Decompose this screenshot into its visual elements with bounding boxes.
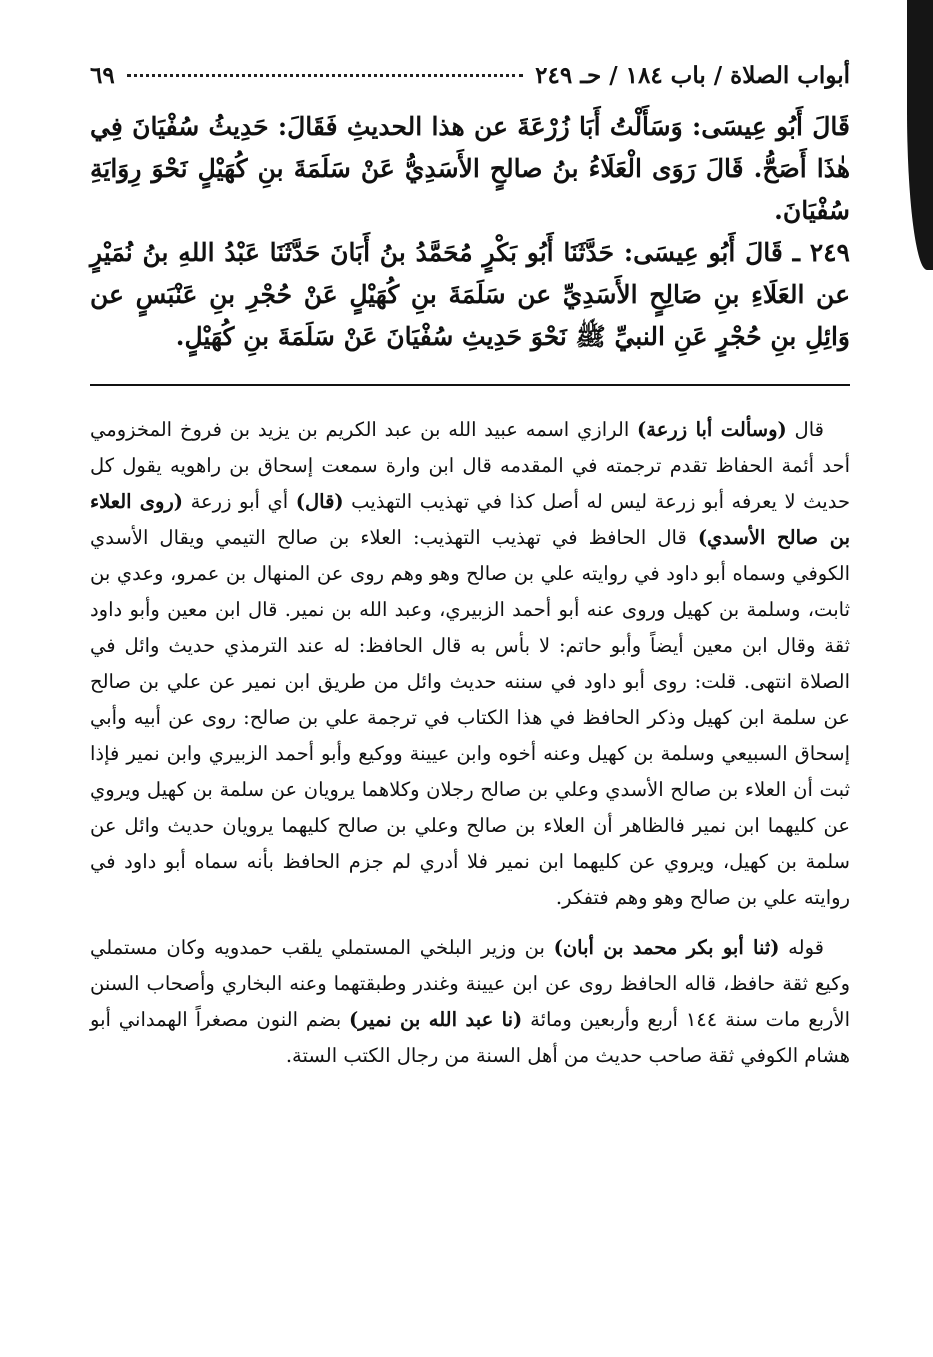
commentary-quote: (وسألت أبا زرعة): [637, 418, 787, 441]
commentary-text: بن وزير البلخي المستملي يلقب حمدويه وكان مستملي وكيع ثقة حافظ، قاله الحافظ روى عن ابن عيينة وغندر وطبقتهما وعنه البخاري وأصحاب السنن الأربع مات سنة ١٤٤ أربع وأربعين ومائة: [90, 936, 850, 1031]
commentary-text: قوله: [779, 936, 824, 959]
commentary-paragraph-1: [90, 412, 850, 916]
separator-rule: [90, 384, 850, 386]
commentary: [90, 412, 850, 1074]
scan-edge-shadow: [907, 0, 933, 270]
running-header: [90, 62, 850, 106]
commentary-text: الرازي اسمه عبيد الله بن عبد الكريم بن يزيد بن فروخ المخزومي أحد أئمة الحفاظ تقدم ترجمته في المقدمه قال ابن وارة سمعت إسحاق بن راهويه يقول كل حديث لا يعرفه أبو زرعة ليس له أصل كذا في تهذيب التهذيب: [90, 418, 850, 513]
main-text: [90, 106, 850, 358]
commentary-text: قال الحافظ في تهذيب التهذيب: العلاء بن صالح التيمي ويقال الأسدي الكوفي وسماه أبو داود في روايته علي بن صالح وهو وهم روى عن المنهال بن عمرو، وعدي بن ثابت، وسلمة بن كهيل وروى عنه أبو أحمد الزبيري، وعبد الله بن نمير. قال ابن معين وأبو داود ثقة وقال ابن معين أيضاً وأبو حاتم: لا بأس به قال الحافظ: له عند الترمذي حديث وائل في الصلاة انتهى. قلت: روى أبو داود في سننه حديث وائل من طريق ابن نمير عن علي بن صالح عن سلمة ابن كهيل وذكر الحافظ في هذا الكتاب في ترجمة علي بن صالح: روى عن أبيه وأبي إسحاق السبيعي وسلمة بن كهيل وعنه أخوه وابن عيينة ووكيع وأبو أحمد الزبيري وابن نمير فإذا ثبت أن العلاء بن صالح الأسدي وعلي بن صالح رجلان وكلاهما يرويان عن سلمة بن كهيل ويروي عن كليهما ابن نمير فالظاهر أن العلاء بن صالح وعلي بن صالح كليهما يرويان حديث وائل عن سلمة بن كهيل، ويروي عن كليهما ابن نمير فلا أدري لم جزم الحافظ بأنه سماه أبو داود في روايته علي بن صالح وهو وهم فتفكر.: [90, 526, 850, 909]
commentary-text: قال: [786, 418, 824, 441]
matn-paragraph-1: قَالَ أَبُو عِيسَى: وَسَأَلْتُ أَبَا زُرْعَةَ عن هذا الحديثِ فَقَالَ: حَدِيثُ سُفْيَانَ فِي هٰذَا أَصَحُّ. قَالَ رَوَى الْعَلَاءُ بنُ صالحٍ الأَسَدِيُّ عَنْ سَلَمَةَ بنِ كُهَيْلٍ نَحْوَ رِوَايَةِ سُفْيَانَ.: [90, 112, 850, 225]
hadith-number: ٢٤٩ ـ: [792, 238, 850, 267]
commentary-text: أي أبو زرعة: [183, 490, 296, 513]
page-number: ٦٩: [90, 62, 115, 89]
commentary-paragraph-2: [90, 930, 850, 1074]
commentary-quote: (قال): [295, 490, 344, 513]
leader-dots: [127, 74, 523, 77]
commentary-quote: (نا عبد الله بن نمير): [349, 1008, 523, 1031]
book-page: [90, 62, 850, 1088]
commentary-text: بضم النون مصغراً الهمداني أبو هشام الكوفي ثقة صاحب حديث من أهل السنة من رجال الكتب الستة.: [90, 1008, 850, 1067]
commentary-quote: (ثنا أبو بكر محمد بن أبان): [553, 936, 780, 959]
running-title: أبواب الصلاة / باب ١٨٤ / حـ ٢٤٩: [535, 62, 850, 89]
matn-paragraph-2: [90, 232, 850, 358]
commentary-quote: (روى العلاء بن صالح الأسدي): [90, 490, 850, 549]
matn-paragraph-2-text: قَالَ أَبُو عِيسَى: حَدَّثَنَا أَبُو بَكْرٍ مُحَمَّدُ بنُ أَبَانَ حَدَّثَنَا عَبْدُ اللهِ بنُ نُمَيْرٍ عن العَلَاءِ بنِ صَالِحٍ الأَسَدِيِّ عن سَلَمَةَ بنِ كُهَيْلٍ عَنْ حُجْرِ بنِ عَنْبَسٍ عن وَائِلِ بنِ حُجْرٍ عَنِ النبيِّ ﷺ نَحْوَ حَدِيثِ سُفْيَانَ عَنْ سَلَمَةَ بنِ كُهَيْلٍ.: [90, 238, 850, 351]
